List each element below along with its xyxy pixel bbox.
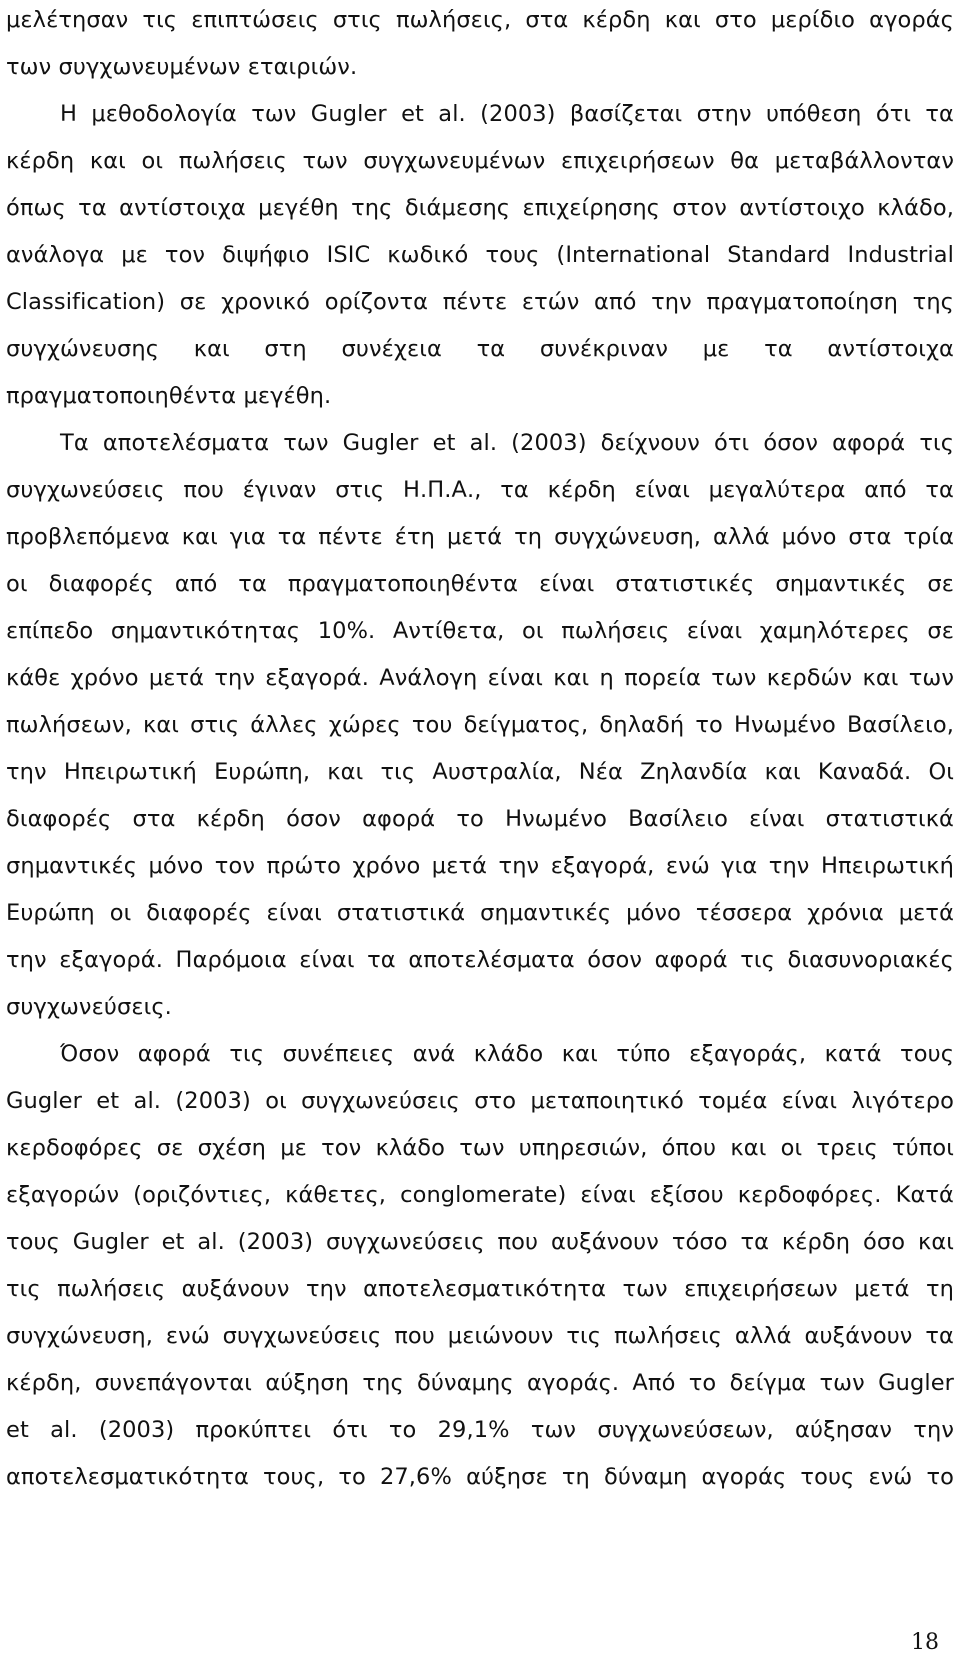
text-line-4: κέρδη και οι πωλήσεις των συγχωνευμένων επιχειρήσεων θα μεταβάλλονταν [6,148,954,174]
text-line-9: πραγματοποιηθέντα μεγέθη. [6,383,332,409]
text-line-28: τις πωλήσεις αυξάνουν την αποτελεσματικότητα των επιχειρήσεων μετά τη [6,1276,954,1302]
text-line-30: κέρδη, συνεπάγονται αύξηση της δύναμης αγοράς. Από το δείγμα των Gugler [6,1370,954,1396]
text-line-31: et al. (2003) προκύπτει ότι το 29,1% των συγχωνεύσεων, αύξησαν την [6,1417,954,1443]
text-line-8: συγχώνευσης και στη συνέχεια τα συνέκριναν με τα αντίστοιχα [6,336,954,362]
text-line-21: την εξαγορά. Παρόμοια είναι τα αποτελέσματα όσον αφορά τις διασυνοριακές [6,947,954,973]
text-line-26: εξαγορών (οριζόντιες, κάθετες, conglomerate) είναι εξίσου κερδοφόρες. Κατά [6,1182,954,1208]
text-line-7: Classification) σε χρονικό ορίζοντα πέντε ετών από την πραγματοποίηση της [6,289,954,315]
text-line-15: κάθε χρόνο μετά την εξαγορά. Ανάλογη είναι και η πορεία των κερδών και των [6,665,954,691]
text-line-27: τους Gugler et al. (2003) συγχωνεύσεις που αυξάνουν τόσο τα κέρδη όσο και [6,1229,954,1255]
text-line-14: επίπεδο σημαντικότητας 10%. Αντίθετα, οι πωλήσεις είναι χαμηλότερες σε [6,618,954,644]
text-line-22: συγχωνεύσεις. [6,994,172,1020]
text-line-12: προβλεπόμενα και για τα πέντε έτη μετά τη συγχώνευση, αλλά μόνο στα τρία [6,524,954,550]
text-line-20: Ευρώπη οι διαφορές είναι στατιστικά σημαντικές μόνο τέσσερα χρόνια μετά [6,900,954,926]
text-line-32: αποτελεσματικότητα τους, το 27,6% αύξησε τη δύναμη αγοράς τους ενώ το [6,1464,954,1490]
text-line-1: μελέτησαν τις επιπτώσεις στις πωλήσεις, στα κέρδη και στο μερίδιο αγοράς [6,7,954,33]
text-line-10: Τα αποτελέσματα των Gugler et al. (2003) δείχνουν ότι όσον αφορά τις [60,430,954,456]
text-line-11: συγχωνεύσεις που έγιναν στις Η.Π.Α., τα κέρδη είναι μεγαλύτερα από τα [6,477,954,503]
document-page [6,0,954,1678]
page-number: 18 [911,1630,939,1655]
text-line-18: διαφορές στα κέρδη όσον αφορά το Ηνωμένο Βασίλειο είναι στατιστικά [6,806,954,832]
text-line-2: των συγχωνευμένων εταιριών. [6,54,358,80]
text-line-29: συγχώνευση, ενώ συγχωνεύσεις που μειώνουν τις πωλήσεις αλλά αυξάνουν τα [6,1323,954,1349]
text-line-3: Η μεθοδολογία των Gugler et al. (2003) βασίζεται στην υπόθεση ότι τα [60,101,954,127]
text-line-6: ανάλογα με τον διψήφιο ISIC κωδικό τους (International Standard Industrial [6,242,954,268]
text-line-24: Gugler et al. (2003) οι συγχωνεύσεις στο μεταποιητικό τομέα είναι λιγότερο [6,1088,954,1114]
text-line-19: σημαντικές μόνο τον πρώτο χρόνο μετά την εξαγορά, ενώ για την Ηπειρωτική [6,853,954,879]
text-line-16: πωλήσεων, και στις άλλες χώρες του δείγματος, δηλαδή το Ηνωμένο Βασίλειο, [6,712,954,738]
text-line-25: κερδοφόρες σε σχέση με τον κλάδο των υπηρεσιών, όπου και οι τρεις τύποι [6,1135,954,1161]
text-line-13: οι διαφορές από τα πραγματοποιηθέντα είναι στατιστικές σημαντικές σε [6,571,954,597]
text-line-23: Όσον αφορά τις συνέπειες ανά κλάδο και τύπο εξαγοράς, κατά τους [60,1041,954,1067]
text-line-17: την Ηπειρωτική Ευρώπη, και τις Αυστραλία, Νέα Ζηλανδία και Καναδά. Οι [6,759,954,785]
text-line-5: όπως τα αντίστοιχα μεγέθη της διάμεσης επιχείρησης στον αντίστοιχο κλάδο, [6,195,954,221]
